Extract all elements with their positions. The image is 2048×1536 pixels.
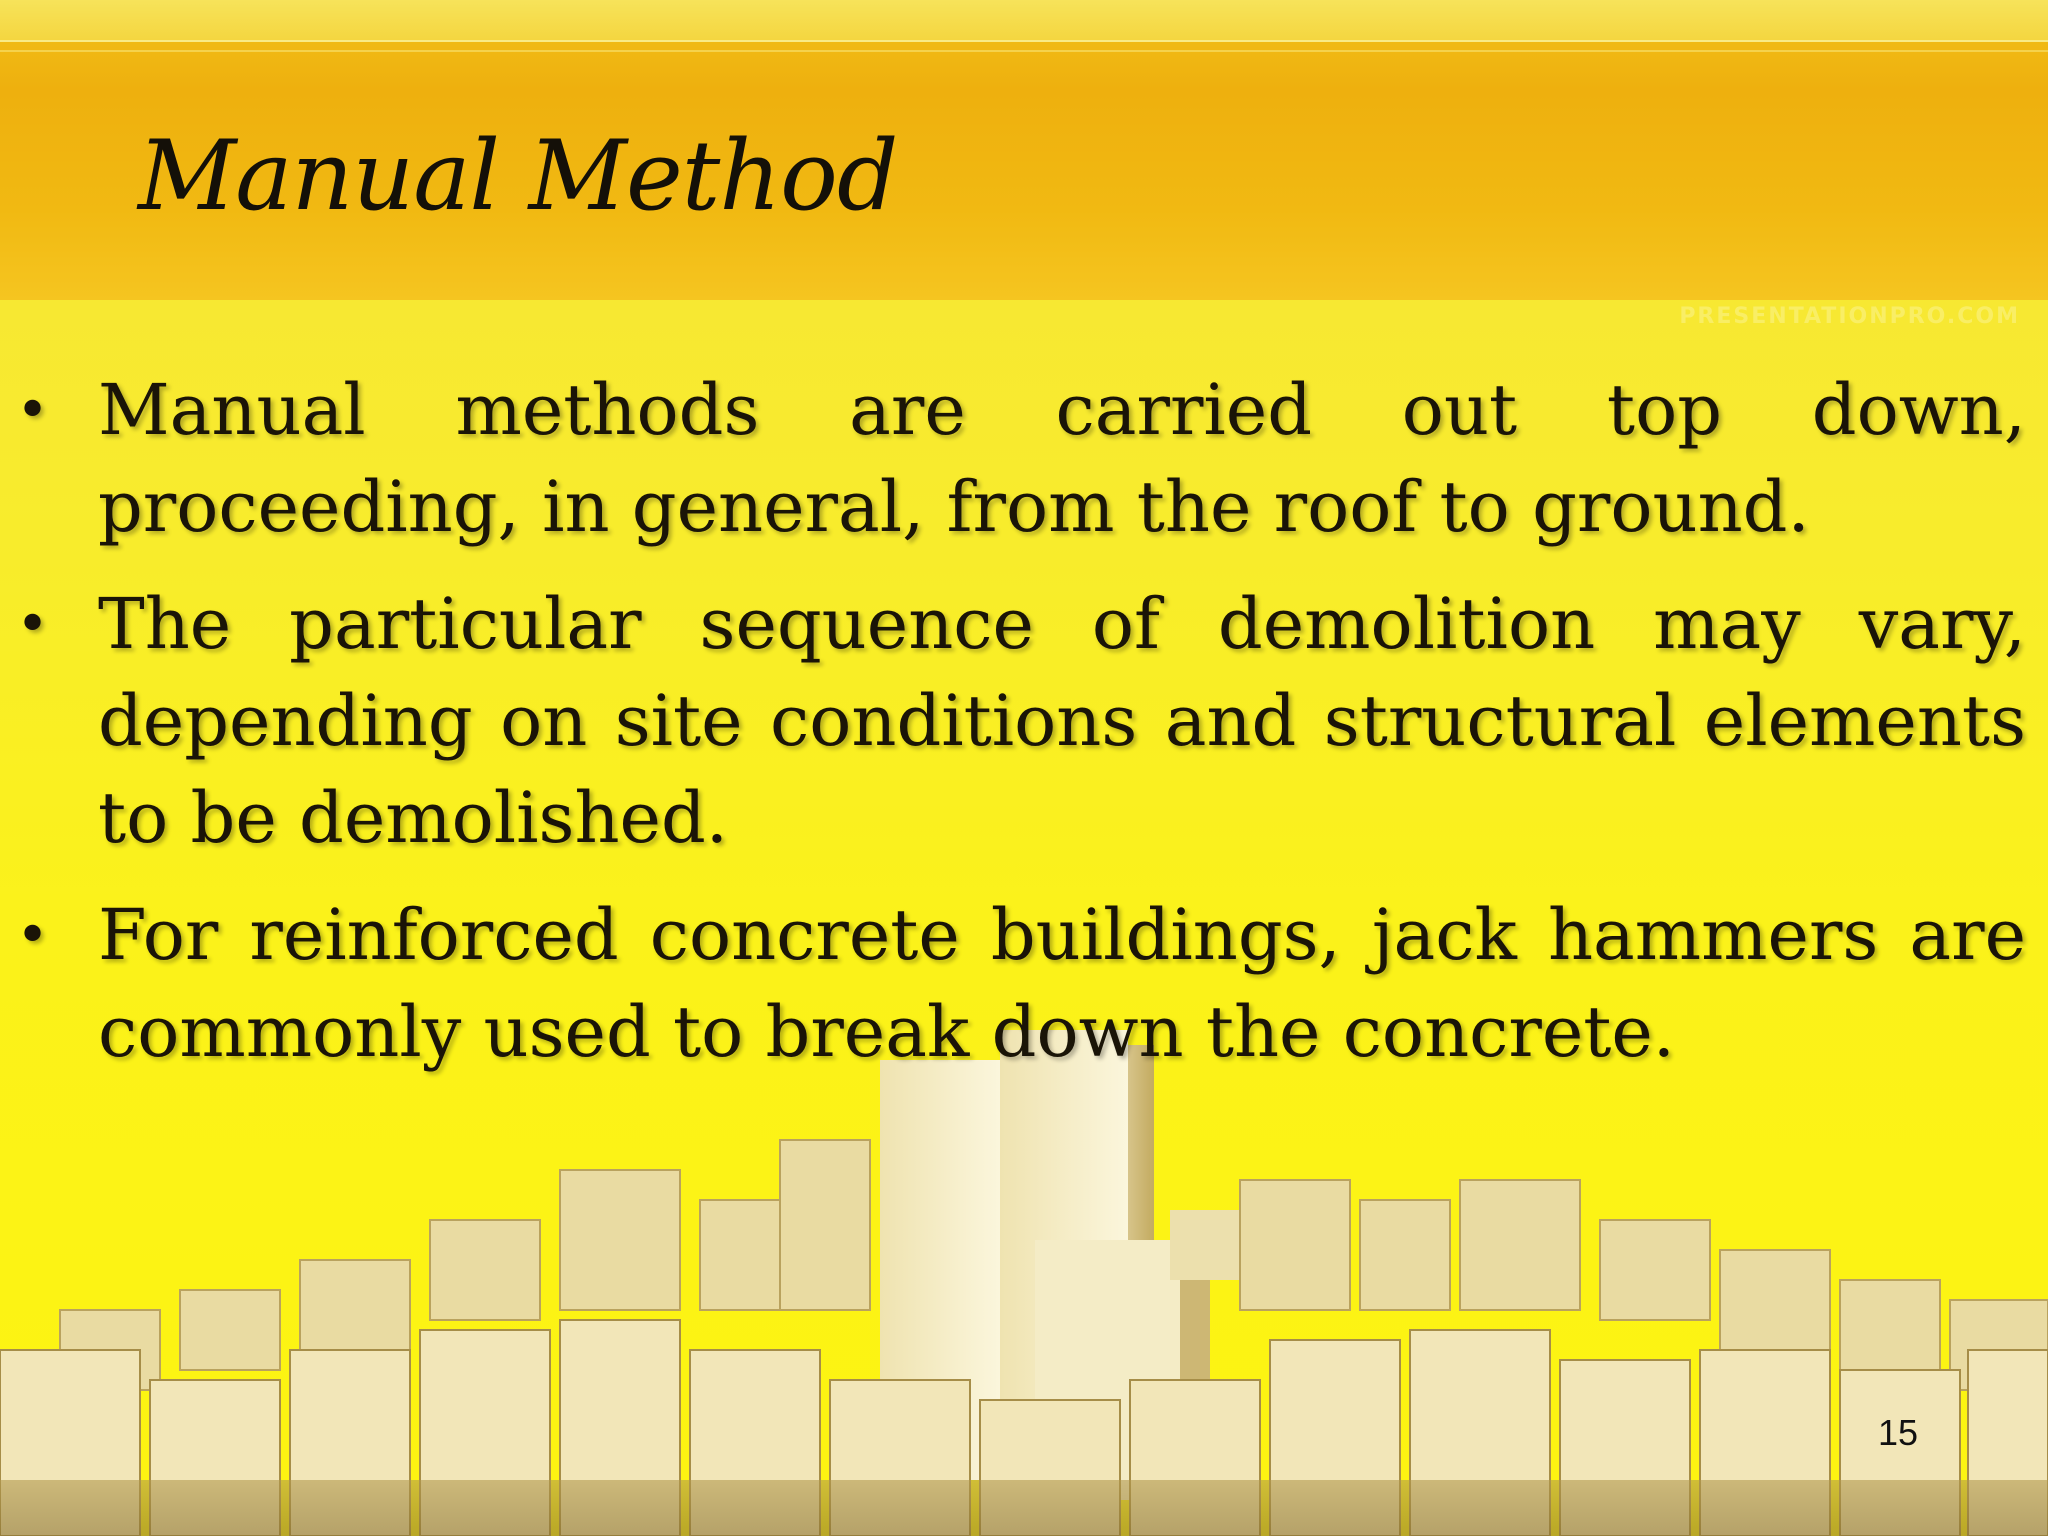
bullet-marker: •: [16, 903, 50, 968]
bullet-list: [0, 362, 2048, 1101]
bullet-marker: •: [16, 378, 50, 443]
watermark: PRESENTATIONPRO.COM: [1679, 304, 2020, 329]
bullet-text: The particular sequence of demolition may vary, depending on site conditions and structural elements to be demolished.: [98, 583, 2026, 859]
bullet-text: Manual methods are carried out top down, proceeding, in general, from the roof to ground.: [98, 369, 2026, 548]
bullet-item: [16, 576, 2026, 867]
bullet-marker: •: [16, 592, 50, 657]
bullet-item: [16, 887, 2026, 1081]
slide-number: 15: [1878, 1412, 1919, 1453]
bullet-item: [16, 362, 2026, 556]
slide-title: Manual Method: [138, 120, 898, 232]
header-divider-line-thin: [0, 50, 2048, 52]
header-divider-line: [0, 40, 2048, 42]
header-top-strip: [0, 0, 2048, 40]
bullet-text: For reinforced concrete buildings, jack hammers are commonly used to break down the concrete.: [98, 894, 2026, 1073]
